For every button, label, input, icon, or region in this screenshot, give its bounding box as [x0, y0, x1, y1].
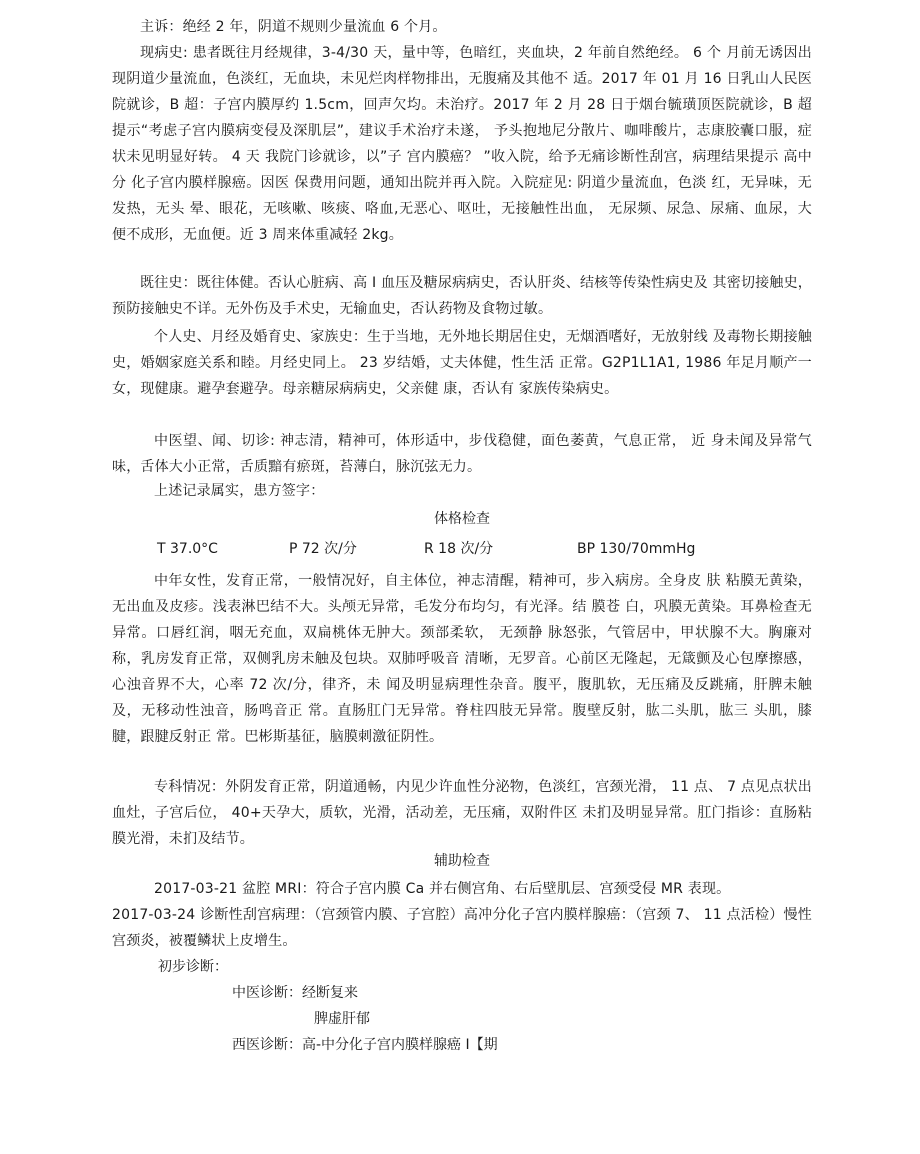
preliminary-diagnosis-label: 初步诊断： — [158, 959, 228, 975]
tcm-examination: 中医望、闻、切诊: 神志清，精神可，体形适中，步伐稳健，面色萎黄，气息正常， 近 身未闻及异常气味，舌体大小正常，舌质黯有瘀斑，苔薄白，脉沉弦无力。 — [112, 433, 812, 475]
physical-exam-title: 体格检查 — [434, 511, 490, 527]
general-examination: 中年女性，发育正常，一般情况好，自主体位，神志清醒，精神可，步入病房。全身皮 肤 粘膜无黄染，无出血及皮疹。浅表淋巴结不大。头颅无异常，毛发分布均匀，有光泽。结 膜苍 白，巩膜无黄染。耳鼻检查无异常。口唇红润，咽无充血，双扁桃体无肿大。颈部柔软， 无颈静 脉怒张，气管居中，甲状腺不大。胸廉对称，乳房发育正常，双侧乳房未触及包块。双肺呼吸音 清晰，无罗音。心前区无隆起，无箴颤及心包摩擦感，心浊音界不大，心率 72 次/分，律齐，未 闻及明显病理性杂音。腹平，腹肌软，无压痛及反跳痛，肝脾未触及，无移动性浊音，肠鸣音正 常。直肠肛门无异常。脊柱四肢无异常。腹壁反射，肱二头肌，肱三 头肌，膝腱，跟腱反射正 常。巴彬斯基征，脑膜刺激征阴性。 — [112, 573, 812, 745]
blood-pressure: BP 130/70mmHg — [577, 541, 696, 557]
patient-signature-line: 上述记录属实，患方签字： — [154, 483, 325, 499]
aux-mri-result: 2017-03-21 盆腔 MRI：符合子宫内膜 Ca 并右侧宫角、右后壁肌层、宫颈受侵 MR 表现。 — [154, 881, 731, 897]
western-diagnosis: 西医诊断：高-中分化子宫内膜样腺癌 I【期 — [232, 1037, 498, 1053]
aux-pathology-result: 2017-03-24 诊断性刮宫病理：（宫颈管内膜、子宫腔）高冲分化子宫内膜样腺癌：（宫颈 7、 11 点活检）慢性宫颈炎，被覆鳞状上皮增生。 — [112, 907, 812, 949]
respiration: R 18 次/分 — [424, 541, 494, 557]
tcm-diagnosis-secondary: 脾虚肝郁 — [314, 1011, 370, 1027]
aux-exam-title: 辅助检查 — [434, 853, 490, 869]
pulse: P 72 次/分 — [289, 541, 357, 557]
chief-complaint: 主诉：绝经 2 年，阴道不规则少量流血 6 个月。 — [140, 19, 447, 35]
temperature: T 37.0°C — [157, 541, 218, 557]
tcm-diagnosis: 中医诊断：经断复来 — [232, 985, 358, 1001]
specialty-examination: 专科情况：外阴发育正常，阴道通畅，内见少许血性分泌物，色淡红，宫颈光滑， 11 点、 7 点见点状出血灶，子宫后位， 40+天孕大，质软，光滑，活动差，无压痛，双附件区 未扪及明显异常。肛门指诊：直肠粘膜光滑，未扪及结节。 — [112, 779, 812, 847]
past-history: 既往史：既往体健。否认心脏病、高 I 血压及糖尿病病史，否认肝炎、结核等传染性病史及 其密切接触史，预防接触史不详。无外伤及手术史，无输血史，否认药物及食物过敏。 — [112, 275, 812, 317]
personal-history: 个人史、月经及婚育史、家族史：生于当地，无外地长期居住史，无烟酒嗜好，无放射线 及毒物长期接触史，婚姻家庭关系和睦。月经史同上。 23 岁结婚，丈夫体健，性生活 正常。G2P1L1A1, 1986 年足月顺产一女，现健康。避孕套避孕。母亲糖尿病病史，父亲健 康，否认有 家族传染病史。 — [112, 329, 812, 397]
present-illness: 现病史: 患者既往月经规律，3-4/30 天，量中等，色暗红，夹血块，2 年前自然绝经。 6 个 月前无诱因出现阴道少量流血，色淡红，无血块，未见烂肉样物排出，无腹痛及其他不 适。2017 年 01 月 16 日乳山人民医院就诊，B 超：子宫内膜厚约 1.5cm，回声欠均。未治疗。2017 年 2 月 28 日于烟台毓璜顶医院就诊，B 超提示“考虑子宫内膜病变侵及深肌层”，建议手术治疗未遂， 予头抱地尼分散片、咖啡酸片，志康胶囊口服，症状未见明显好转。 4 天 我院门诊就诊，以”子 宫内膜癌？ ”收入院，给予无痛诊断性刮宫，病理结果提示 高中分 化子宫内膜样腺癌。因医 保费用问题，通知出院并再入院。入院症见: 阴道少量流血，色淡 红，无异味，无发热，无头 晕、眼花，无咳嗽、咳痰、咯血,无恶心、呕吐，无接触性出血， 无尿频、尿急、尿痛、血尿，大 便不成形，无血便。近 3 周来体重减轻 2kg。 — [112, 45, 812, 243]
